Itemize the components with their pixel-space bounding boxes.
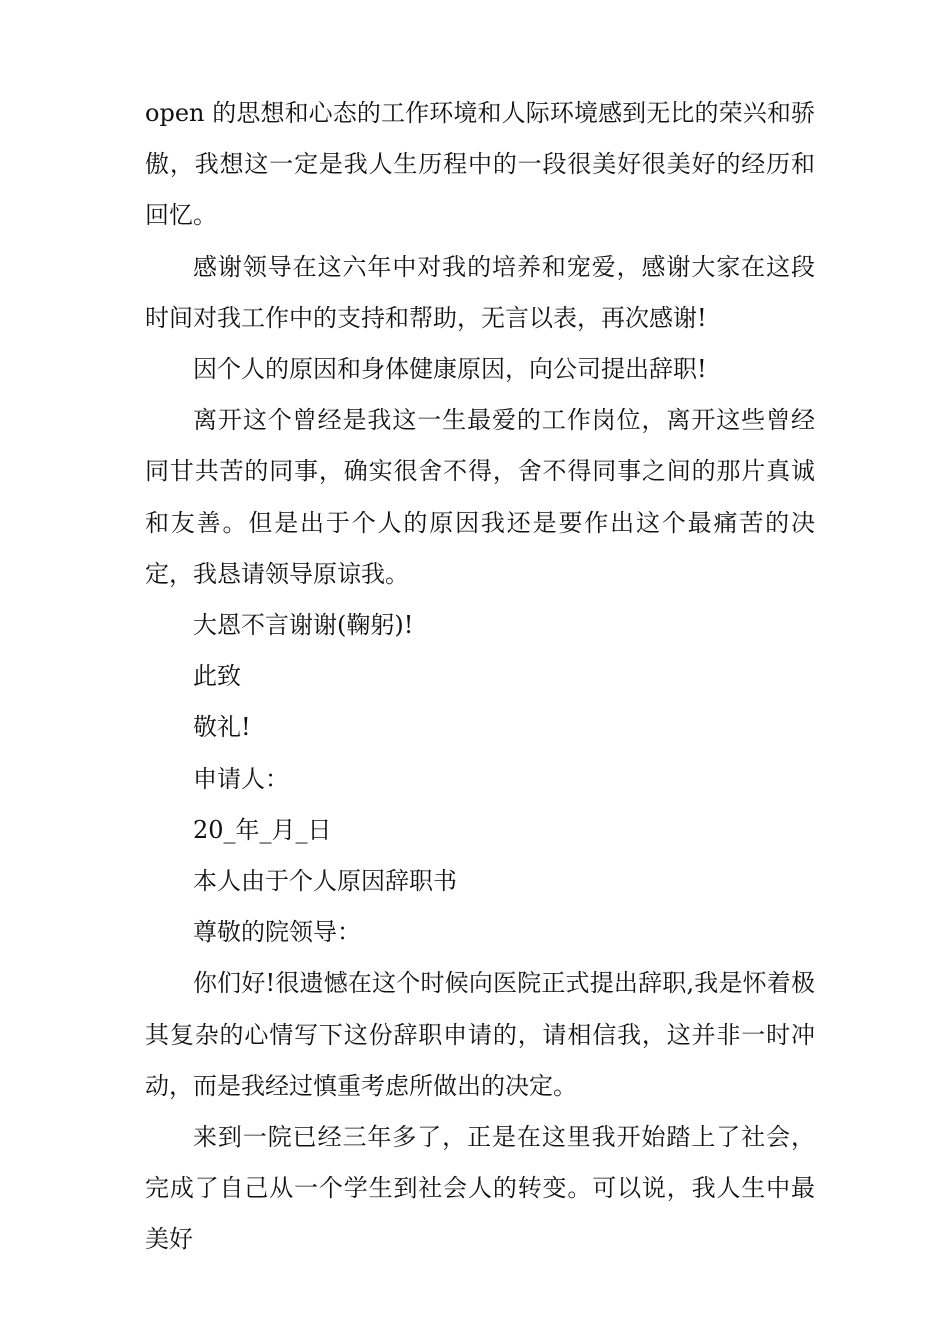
section-title: 本人由于个人原因辞职书 <box>193 867 457 896</box>
closing-salutation: 此致 <box>193 662 241 691</box>
closing-regards: 敬礼! <box>193 713 251 742</box>
paragraph-5: 大恩不言谢谢(鞠躬)! <box>193 611 414 640</box>
paragraph-1: open 的思想和心态的工作环境和人际环境感到无比的荣兴和骄傲，我想这一定是我人生历程中的一段很美好很美好的经历和回忆。 <box>145 99 815 230</box>
date-line: 20_年_月_日 <box>193 815 332 844</box>
paragraph-3: 因个人的原因和身体健康原因，向公司提出辞职! <box>193 355 707 384</box>
applicant-label: 申请人： <box>193 764 289 793</box>
document-body <box>145 88 815 1266</box>
paragraph-7: 来到一院已经三年多了，正是在这里我开始踏上了社会，完成了自己从一个学生到社会人的转变。可以说，我人生中最美好 <box>145 1123 815 1254</box>
paragraph-2: 感谢领导在这六年中对我的培养和宠爱，感谢大家在这段时间对我工作中的支持和帮助，无言以表，再次感谢! <box>145 252 815 332</box>
paragraph-4: 离开这个曾经是我这一生最爱的工作岗位，离开这些曾经同甘共苦的同事，确实很舍不得，舍不得同事之间的那片真诚和友善。但是出于个人的原因我还是要作出这个最痛苦的决定，我恳请领导原谅我。 <box>145 406 815 588</box>
paragraph-6: 你们好!很遗憾在这个时候向医院正式提出辞职,我是怀着极其复杂的心情写下这份辞职申请的，请相信我，这并非一时冲动，而是我经过慎重考虑所做出的决定。 <box>145 969 815 1100</box>
greeting: 尊敬的院领导： <box>193 918 361 947</box>
